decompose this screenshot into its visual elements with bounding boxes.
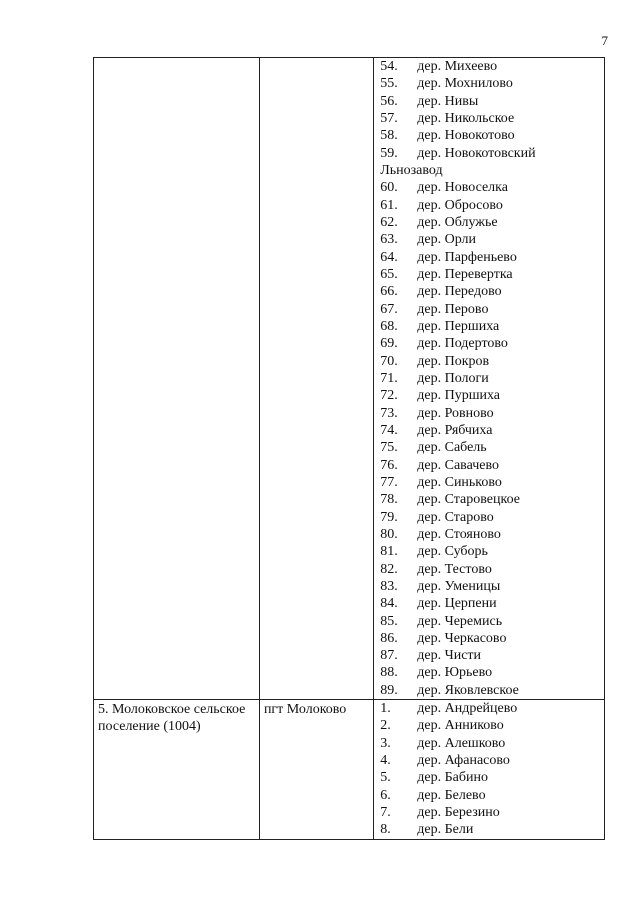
village-number: 58.	[380, 128, 398, 144]
village-number: 55.	[380, 76, 398, 92]
settlement-name: 5. Молоковское сельское поселение (1004)	[98, 702, 246, 735]
village-number: 65.	[380, 266, 398, 282]
admin-center-name: пгт Молоково	[263, 702, 347, 718]
village-number: 67.	[380, 301, 398, 317]
village-name: дер. Парфеньево	[417, 249, 517, 265]
list-item	[380, 301, 604, 318]
village-number: 57.	[380, 110, 398, 126]
table-row	[94, 700, 605, 840]
villages-cell	[374, 700, 605, 840]
village-number: 68.	[380, 318, 398, 334]
village-number: 63.	[380, 232, 398, 248]
list-item	[380, 266, 604, 283]
list-item	[380, 804, 604, 821]
village-name: дер. Тестово	[417, 561, 492, 577]
village-number: 85.	[380, 613, 398, 629]
village-name: дер. Ровново	[417, 405, 494, 421]
list-item	[380, 769, 604, 786]
village-name: дер. Савачево	[417, 457, 500, 473]
village-number: 59.	[380, 145, 398, 161]
village-number: 64.	[380, 249, 398, 265]
list-item	[380, 526, 604, 543]
list-item	[380, 231, 604, 248]
list-item	[380, 578, 604, 595]
village-name: дер. Новокотово	[417, 128, 515, 144]
table-row	[94, 58, 605, 700]
list-item	[380, 787, 604, 804]
village-name: дер. Алешково	[417, 735, 506, 751]
village-name: дер. Черемись	[417, 613, 503, 629]
list-item	[380, 682, 604, 699]
village-number: 8.	[380, 822, 391, 838]
village-name: дер. Пологи	[417, 370, 489, 386]
village-name: дер. Новокотовский	[417, 145, 536, 161]
village-name: дер. Бели	[417, 822, 474, 838]
village-list	[374, 700, 604, 839]
admin-center-name	[260, 58, 373, 59]
village-name: дер. Передово	[417, 284, 502, 300]
list-item	[380, 249, 604, 266]
village-number: 6.	[380, 787, 391, 803]
list-item	[380, 214, 604, 231]
village-number: 1.	[380, 701, 391, 717]
village-number: 72.	[380, 388, 398, 404]
village-name: дер. Бабино	[417, 770, 488, 786]
village-number: 74.	[380, 422, 398, 438]
list-item	[380, 127, 604, 144]
village-number: 66.	[380, 284, 398, 300]
village-number: 61.	[380, 197, 398, 213]
village-number: 2.	[380, 718, 391, 734]
list-item	[380, 509, 604, 526]
list-item	[380, 613, 604, 630]
village-number: 89.	[380, 682, 398, 698]
list-item	[380, 422, 604, 439]
villages-cell	[374, 58, 605, 700]
village-number: 56.	[380, 93, 398, 109]
village-name: дер. Церпени	[417, 596, 497, 612]
village-number: 60.	[380, 180, 398, 196]
village-number: 80.	[380, 526, 398, 542]
list-item	[380, 318, 604, 335]
village-name: дер. Покров	[417, 353, 490, 369]
village-name: дер. Першиха	[417, 318, 500, 334]
village-name-continuation: Льнозавод	[380, 162, 443, 178]
village-name: дер. Мохнилово	[417, 76, 513, 92]
admin-center-cell	[259, 58, 373, 700]
list-item	[380, 457, 604, 474]
settlement-name	[94, 58, 259, 59]
village-name: дер. Березино	[417, 805, 500, 821]
village-name: дер. Старовецкое	[417, 492, 520, 508]
village-number: 77.	[380, 474, 398, 490]
village-name: дер. Рябчиха	[417, 422, 493, 438]
village-number: 5.	[380, 770, 391, 786]
list-item	[380, 630, 604, 647]
list-item	[380, 717, 604, 734]
village-name: дер. Сабель	[417, 440, 487, 456]
village-number: 81.	[380, 544, 398, 560]
village-number: 73.	[380, 405, 398, 421]
village-number: 79.	[380, 509, 398, 525]
village-name: дер. Михеево	[417, 59, 498, 74]
village-number: 69.	[380, 336, 398, 352]
list-item	[380, 821, 604, 838]
list-item	[380, 335, 604, 352]
village-name: дер. Перово	[417, 301, 489, 317]
village-name: дер. Суборь	[417, 544, 488, 560]
table-body	[94, 58, 605, 840]
village-name: дер. Черкасово	[417, 630, 507, 646]
village-number: 76.	[380, 457, 398, 473]
page-number: 7	[601, 33, 608, 48]
settlement-cell	[94, 58, 260, 700]
village-number: 70.	[380, 353, 398, 369]
village-number: 7.	[380, 805, 391, 821]
village-list	[374, 58, 604, 699]
list-item	[380, 561, 604, 578]
list-item	[380, 735, 604, 752]
village-name: дер. Анниково	[417, 718, 504, 734]
village-name: дер. Юрьево	[417, 665, 493, 681]
list-item	[380, 110, 604, 127]
village-name: дер. Белево	[417, 787, 486, 803]
village-name: дер. Обросово	[417, 197, 503, 213]
village-number: 62.	[380, 214, 398, 230]
list-item	[380, 283, 604, 300]
village-name: дер. Яковлевское	[417, 682, 519, 698]
village-name: дер. Уменицы	[417, 578, 501, 594]
list-item	[380, 474, 604, 491]
village-name: дер. Никольское	[417, 110, 515, 126]
village-number: 75.	[380, 440, 398, 456]
village-name: дер. Чисти	[417, 648, 482, 664]
list-item	[380, 93, 604, 110]
village-number: 82.	[380, 561, 398, 577]
village-number: 86.	[380, 630, 398, 646]
village-number: 71.	[380, 370, 398, 386]
list-item	[380, 145, 604, 162]
village-number: 4.	[380, 753, 391, 769]
list-item	[380, 752, 604, 769]
list-item	[380, 58, 604, 75]
village-name: дер. Облужье	[417, 214, 498, 230]
village-name: дер. Андрейцево	[417, 701, 518, 717]
list-item	[380, 75, 604, 92]
village-number: 83.	[380, 578, 398, 594]
village-number: 3.	[380, 735, 391, 751]
village-name: дер. Афанасово	[417, 753, 510, 769]
village-number: 84.	[380, 596, 398, 612]
list-item	[380, 647, 604, 664]
list-item	[380, 405, 604, 422]
village-name: дер. Перевертка	[417, 266, 513, 282]
village-name: дер. Новоселка	[417, 180, 508, 196]
village-number: 54.	[380, 59, 398, 74]
admin-center-cell	[259, 700, 373, 840]
list-item	[380, 700, 604, 717]
list-item	[380, 439, 604, 456]
village-number: 87.	[380, 648, 398, 664]
list-item	[380, 664, 604, 681]
list-item	[380, 543, 604, 560]
village-name: дер. Синьково	[417, 474, 502, 490]
list-item	[380, 370, 604, 387]
village-name: дер. Орли	[417, 232, 477, 248]
list-item	[380, 197, 604, 214]
list-item	[380, 387, 604, 404]
list-item	[380, 595, 604, 612]
list-item	[380, 179, 604, 196]
village-name: дер. Старово	[417, 509, 494, 525]
village-name: дер. Стояново	[417, 526, 501, 542]
list-item	[380, 491, 604, 508]
village-name: дер. Пуршиха	[417, 388, 501, 404]
settlement-cell	[94, 700, 260, 840]
village-number: 88.	[380, 665, 398, 681]
village-name: дер. Подертово	[417, 336, 508, 352]
settlements-table	[93, 57, 605, 840]
list-item	[380, 353, 604, 370]
village-number: 78.	[380, 492, 398, 508]
village-name: дер. Нивы	[417, 93, 479, 109]
